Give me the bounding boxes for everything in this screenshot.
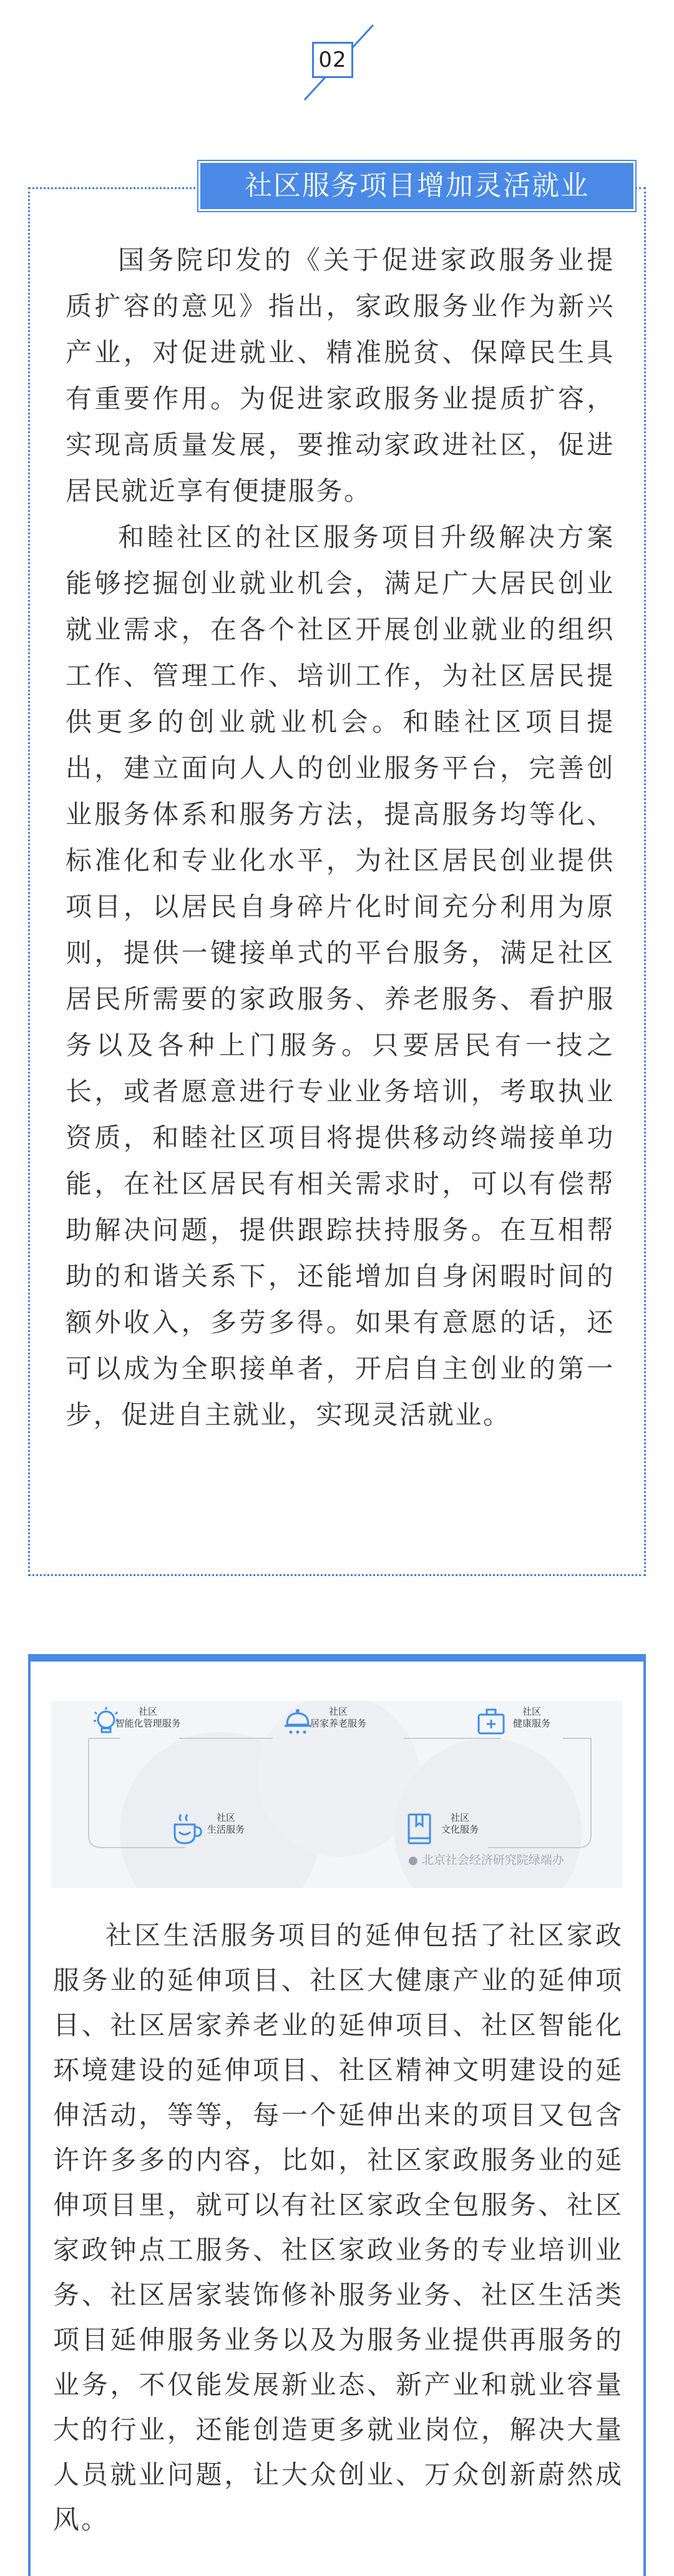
section2-body [53,1913,623,2542]
node-label-line1: 社区 [522,1706,541,1717]
wechat-icon: ● [408,1854,418,1867]
node-label-line1: 社区 [138,1706,157,1717]
node-home-elderly-care [282,1706,394,1730]
section-number-badge [293,22,381,103]
node-label-line2: 智能化管理服务 [115,1718,181,1729]
paragraph: 国务院印发的《关于促进家政服务业提质扩容的意见》指出，家政服务业作为新兴产业，对促进就业、精准脱贫、保障民生具有重要作用。为促进家政服务业提质扩容，实现高质量发展，要推动家政进社区，促进居民就近享有便捷服务。 [66,245,615,506]
section-body [66,237,615,1438]
node-life-services [170,1812,282,1836]
section-number: 02 [312,42,353,78]
node-health [476,1706,588,1730]
paragraph: 和睦社区的社区服务项目升级解决方案能够挖掘创业就业机会，满足广大居民创业就业需求，在各个社区开展创业就业的组织工作、管理工作、培训工作，为社区居民提供更多的创业就业机会。和睦社区项目提出，建立面向人人的创业服务平台，完善创业服务体系和服务方法，提高服务均等化、标准化和专业化水平，为社区居民创业提供项目，以居民自身碎片化时间充分利用为原则，提供一键接单式的平台服务，满足社区居民所需要的家政服务、养老服务、看护服务以及各种上门服务。只要居民有一技之长，或者愿意进行专业业务培训，考取执业资质，和睦社区项目将提供移动终端接单功能，在社区居民有相关需求时，可以有偿帮助解决问题，提供跟踪扶持服务。在互相帮助的和谐关系下，还能增加自身闲暇时间的额外收入，多劳多得。如果有意愿的话，还可以成为全职接单者，开启自主创业的第一步，促进自主就业，实现灵活就业。 [66,522,615,1430]
node-label-line1: 社区 [450,1812,469,1823]
node-label-line1: 社区 [328,1706,348,1717]
node-culture [404,1812,516,1836]
lightbulb-icon [92,1706,120,1737]
book-icon [404,1812,435,1847]
node-label-line1: 社区 [216,1812,235,1823]
service-bell-icon [282,1706,313,1737]
watermark-text: 北京社会经济研究院绿端办 [421,1853,564,1867]
node-smart-management [92,1706,204,1730]
node-label-line2: 文化服务 [441,1824,479,1835]
node-label-line2: 居家养老服务 [310,1718,366,1729]
coffee-cup-icon [170,1812,205,1847]
watermark [408,1851,564,1868]
paragraph: 社区生活服务项目的延伸包括了社区家政服务业的延伸项目、社区大健康产业的延伸项目、社区居家养老业的延伸项目、社区智能化环境建设的延伸项目、社区精神文明建设的延伸活动，等等，每一个延伸出来的项目又包含许许多多的内容，比如，社区家政服务业的延伸项目里，就可以有社区家政全包服务、社区家政钟点工服务、社区家政业务的专业培训业务、社区居家装饰修补服务业务、社区生活类项目延伸服务业务以及为服务业提供再服务的业务，不仅能发展新业态、新产业和就业容量大的行业，还能创造更多就业岗位，解决大量人员就业问题，让大众创业、万众创新蔚然成风。 [53,1920,623,2535]
medical-kit-icon [476,1706,507,1737]
section-title: 社区服务项目增加灵活就业 [198,161,635,211]
service-diagram [51,1701,623,1888]
node-label-line2: 健康服务 [512,1718,550,1729]
node-label-line2: 生活服务 [207,1824,245,1835]
